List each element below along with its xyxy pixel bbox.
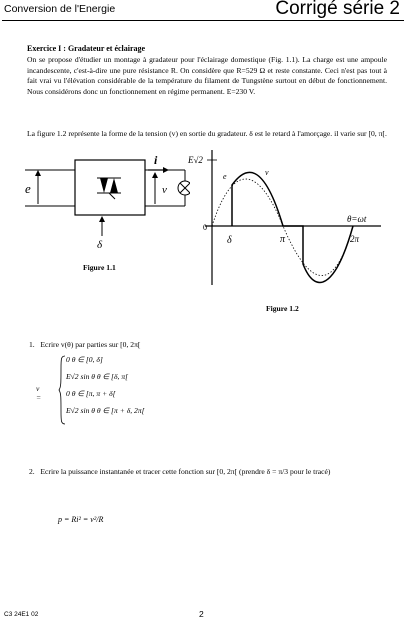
arrow-delta-icon [99, 216, 105, 236]
question-1 [29, 340, 140, 349]
case-row-3: 0 θ ∈ [π, π + δ[ [66, 389, 116, 398]
exercise-paragraph-1: On se propose d'étudier un montage à gradateur pour l'éclairage domestique (Fig. 1.1). La charge est une ampoule incandescente, c'est-à-dire une pure résistance R. On considère que R=529 Ω et reste constante. Ceci n'est pas tout à fait vrai vu l'élévation considérable de la température du filament de Tungstène surtout en début de fonctionnement. Nous considérons donc un fonctionnement en régime permanent. E=230 V. [27, 55, 387, 96]
piecewise-lhs: v = [36, 384, 42, 402]
label-theta: θ=ωt [347, 214, 367, 224]
label-pi: π [280, 234, 286, 245]
output-v-curve [232, 172, 353, 282]
figure-1-1-circuit [20, 148, 190, 258]
label-2pi: 2π [350, 234, 360, 244]
footer-code: C3 24E1 02 [4, 611, 39, 618]
source-e-dotted-curve [212, 179, 353, 276]
arrow-e-icon [35, 170, 41, 204]
question-2-number: 2. [29, 467, 35, 476]
label-v: v [162, 184, 167, 196]
header-course-title: Conversion de l'Energie [4, 3, 116, 15]
case-row-1: 0 θ ∈ [0, δ] [66, 355, 103, 364]
triac-symbol [97, 178, 121, 199]
label-origin: 0 [203, 223, 207, 232]
arrow-i-icon [148, 167, 169, 173]
question-1-text: Ecrire v(θ) par parties sur [0, 2π[ [40, 340, 141, 349]
label-delta: δ [227, 235, 232, 246]
power-formula: p = Ri² = v²/R [58, 515, 104, 524]
brace-icon [58, 355, 66, 425]
header-divider [2, 20, 404, 21]
label-delta: δ [97, 239, 103, 251]
label-amplitude: E√2 [188, 155, 203, 165]
label-e: e [25, 181, 31, 196]
case-row-4: E√2 sin θ θ ∈ [π + δ, 2π[ [66, 406, 145, 415]
figure-1-1-caption: Figure 1.1 [83, 263, 116, 272]
label-e-curve: e [223, 172, 227, 181]
exercise-paragraph-2: La figure 1.2 représente la forme de la tension (v) en sortie du gradateur. δ est le retard à l'amorçage. il varie sur [0, π[. [27, 129, 387, 138]
arrow-v-icon [152, 172, 158, 204]
dimmer-block [75, 160, 145, 215]
page-number: 2 [199, 609, 204, 619]
figure-1-2-waveform [185, 142, 385, 292]
question-2-text: Ecrire la puissance instantanée et tracer cette fonction sur [0, 2π[ (prendre δ = π/3 pour le tracé) [40, 467, 331, 476]
label-i: i [154, 153, 158, 167]
label-v-curve: v [265, 168, 269, 177]
exercise-title: Exercice I : Gradateur et éclairage [27, 44, 146, 53]
figure-1-2-caption: Figure 1.2 [266, 304, 299, 313]
case-row-2: E√2 sin θ θ ∈ [δ, π[ [66, 372, 129, 381]
question-1-number: 1. [29, 340, 35, 349]
question-2 [29, 465, 389, 479]
header-document-title: Corrigé série 2 [275, 0, 400, 19]
